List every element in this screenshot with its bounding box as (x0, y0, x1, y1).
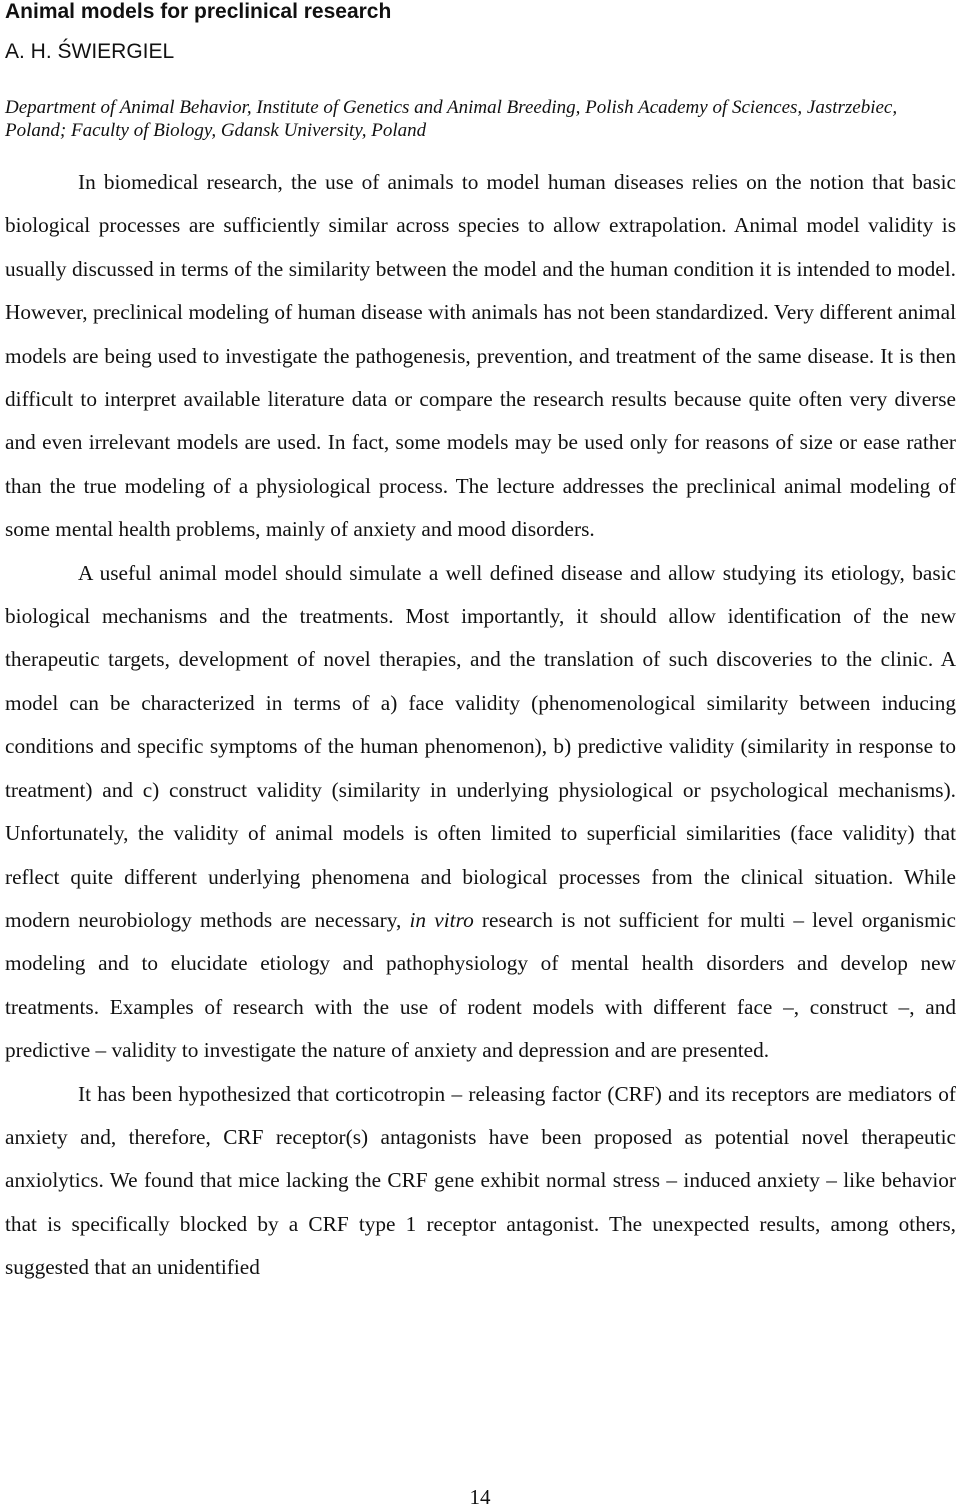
author-affiliation: Department of Animal Behavior, Institute of Genetics and Animal Breeding, Polish Academy of Sciences, Jastrzebiec, Poland; Faculty of Biology, Gdansk University, Poland (5, 97, 898, 141)
author-name: A. H. ŚWIERGIEL (5, 40, 175, 63)
paragraph-crf: It has been hypothesized that corticotropin – releasing factor (CRF) and its receptors are mediators of anxiety and, therefore, CRF receptor(s) antagonists have been proposed as potential novel therapeutic anxiolytics. We found that mice lacking the CRF gene exhibit normal stress – induced anxiety – like behavior that is specifically blocked by a CRF type 1 receptor antagonist. The unexpected results, among others, suggested that an unidentified (5, 1081, 956, 1280)
paragraph-validity (5, 552, 956, 1073)
paragraph-validity-text-start: A useful animal model should simulate a well defined disease and allow studying its etiology, basic biological mechanisms and the treatments. Most importantly, it should allow identification of the new therapeutic targets, development of novel therapies, and the translation of such discoveries to the clinic. A model can be characterized in terms of a) face validity (phenomenological similarity between inducing conditions and specific symptoms of the human phenomenon), b) predictive validity (similarity in response to treatment) and c) construct validity (similarity in underlying physiological or psychological mechanisms). Unfortunately, the validity of animal models is often limited to superficial similarities (face validity) that reflect quite different underlying phenomena and biological processes from the clinical situation. While modern neurobiology methods are necessary, (5, 560, 956, 932)
abstract-body (5, 161, 956, 1290)
paragraph-intro: In biomedical research, the use of animals to model human diseases relies on the notion that basic biological processes are sufficiently similar across species to allow extrapolation. Animal model validity is usually discussed in terms of the similarity between the model and the human condition it is intended to model. However, preclinical modeling of human disease with animals has not been standardized. Very different animal models are being used to investigate the pathogenesis, prevention, and treatment of the same disease. It is then difficult to interpret available literature data or compare the research results because quite often very diverse and even irrelevant models are used. In fact, some models may be used only for reasons of size or ease rather than the true modeling of a physiological process. The lecture addresses the preclinical animal modeling of some mental health problems, mainly of anxiety and mood disorders. (5, 170, 956, 542)
paper-title: Animal models for preclinical research (5, 0, 392, 23)
page-number: 14 (469, 1485, 491, 1509)
italic-term: in vitro (409, 907, 474, 932)
paragraph-validity-text-end: research is not sufficient for multi – level organismic modeling and to elucidate etiology and pathophysiology of mental health disorders and develop new treatments. Examples of research with the use of rodent models with different face –, construct –, and predictive – validity to investigate the nature of anxiety and depression and are presented. (5, 907, 956, 1063)
